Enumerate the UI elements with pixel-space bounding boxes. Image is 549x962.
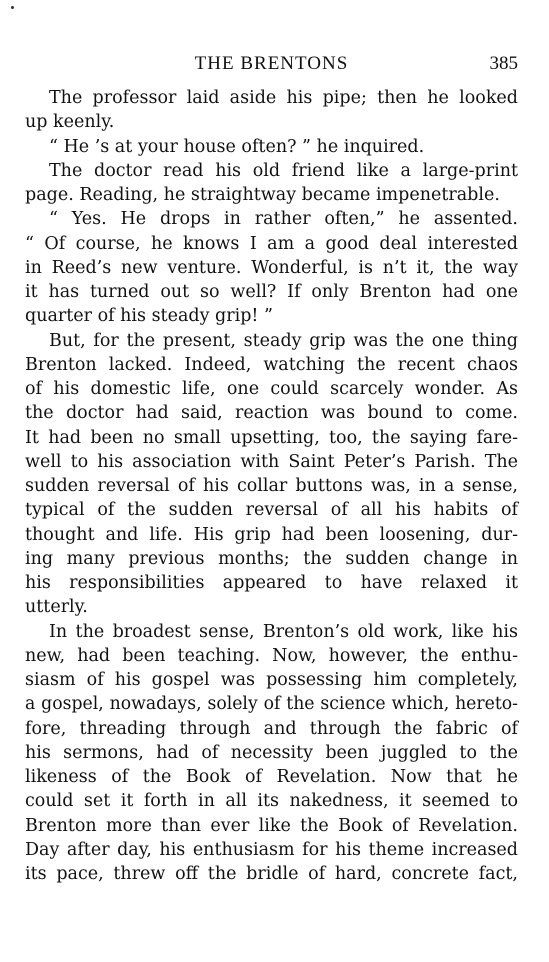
text-line: page. Reading, he straightway became impenetrable.	[25, 185, 500, 205]
text-line: “ Yes. He drops in rather often,” he assented.	[49, 209, 518, 230]
text-line: quarter of his steady grip! ”	[25, 306, 273, 327]
text-line: its pace, threw off the bridle of hard, concrete fact,	[25, 864, 518, 884]
text-line: thought and life. His grip had been loosening, dur-	[25, 524, 518, 545]
text-line: The doctor read his old friend like a large-print	[49, 160, 518, 181]
text-line: Day after day, his enthusiasm for his theme increased	[25, 839, 518, 860]
text-line: well to his association with Saint Peter’s Parish. The	[25, 451, 518, 472]
text-line: in Reed’s new venture. Wonderful, is n’t it, the way	[25, 257, 518, 278]
text-line: But, for the present, steady grip was the one thing	[49, 330, 518, 351]
text-line: siasm of his gospel was possessing him completely,	[25, 670, 518, 690]
text-line: fore, threading through and through the fabric of	[25, 718, 518, 739]
text-line: sudden reversal of his collar buttons was, in a sense,	[25, 476, 518, 496]
text-line: The professor laid aside his pipe; then he looked	[49, 88, 518, 108]
text-line: In the broadest sense, Brenton’s old work, like his	[49, 621, 518, 642]
text-line: “ He ’s at your house often? ” he inquired.	[49, 136, 425, 157]
text-line: the doctor had said, reaction was bound to come.	[25, 403, 518, 424]
text-line: Brenton more than ever like the Book of Revelation.	[25, 815, 518, 836]
running-title: THE BRENTONS	[194, 53, 349, 74]
text-line: of his domestic life, one could scarcely wonder. As	[25, 379, 518, 399]
text-line: a gospel, nowadays, solely of the science which, hereto-	[25, 694, 518, 715]
text-line: his sermons, had of necessity been juggled to the	[25, 742, 518, 763]
text-line: utterly.	[25, 597, 88, 618]
text-line: ing many previous months; the sudden change in	[25, 548, 518, 569]
text-line: could set it forth in all its nakedness, it seemed to	[25, 791, 518, 812]
text-line: “ Of course, he knows I am a good deal interested	[25, 233, 518, 254]
print-speck	[11, 6, 14, 9]
page-number: 385	[489, 53, 518, 74]
text-line: Brenton lacked. Indeed, watching the recent chaos	[25, 354, 518, 375]
page-header	[25, 52, 518, 76]
text-line: it has turned out so well? If only Brenton had one	[25, 282, 518, 302]
text-line: his responsibilities appeared to have relaxed it	[25, 573, 518, 593]
body-text	[25, 86, 518, 886]
text-line: new, had been teaching. Now, however, the enthu-	[25, 645, 518, 666]
text-line: It had been no small upsetting, too, the saying fare-	[25, 427, 518, 448]
text-line: typical of the sudden reversal of all his habits of	[25, 500, 518, 521]
text-line: up keenly.	[25, 112, 115, 133]
text-line: likeness of the Book of Revelation. Now that he	[25, 767, 518, 787]
